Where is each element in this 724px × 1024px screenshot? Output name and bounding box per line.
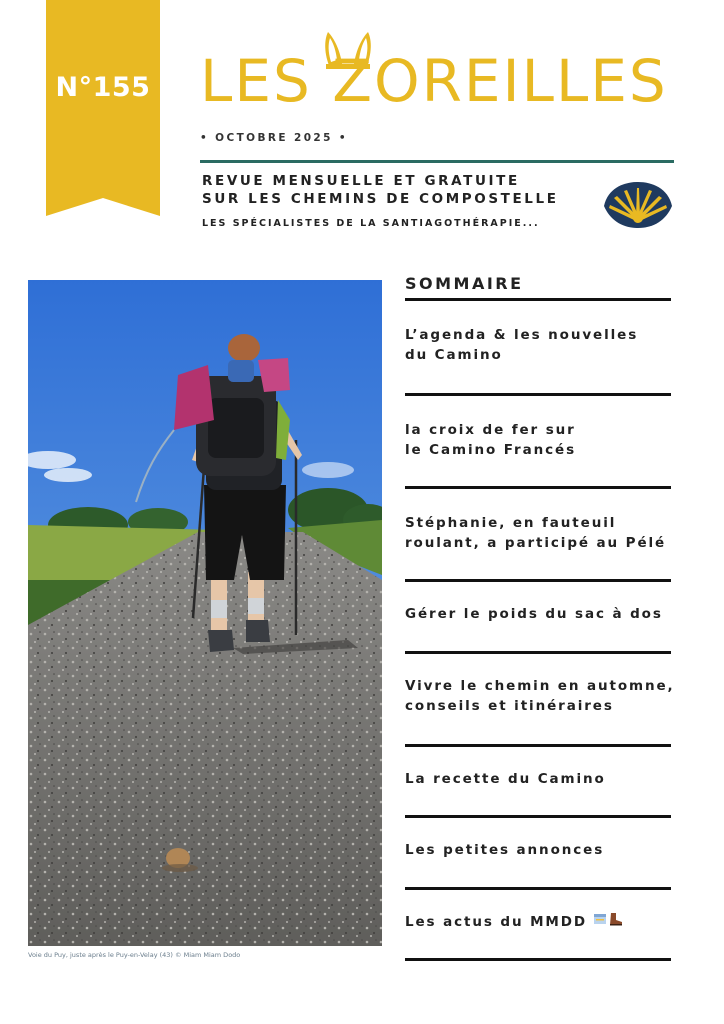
toc-divider (405, 958, 671, 961)
toc-item-line: roulant, a participé au Pélé (405, 535, 667, 551)
boot-emoji-icon (608, 912, 624, 932)
brand-title: LES ZOREILLES (200, 47, 668, 115)
issue-number: N°155 (55, 72, 151, 103)
table-of-contents (405, 274, 685, 961)
toc-item-line: Stéphanie, en fauteuil (405, 515, 617, 531)
toc-item[interactable] (405, 818, 685, 887)
toc-item-line: du Camino (405, 347, 503, 363)
toc-item[interactable] (405, 890, 685, 958)
header-divider (200, 160, 674, 163)
tagline-subtitle: LES SPÉCIALISTES DE LA SANTIAGOTHÉRAPIE... (202, 218, 540, 229)
toc-item[interactable] (405, 396, 685, 486)
toc-item-line: Les petites annonces (405, 842, 605, 858)
tagline-line1: REVUE MENSUELLE ET GRATUITE (202, 173, 520, 189)
toc-item-line: le Camino Francés (405, 442, 577, 458)
toc-item[interactable] (405, 489, 685, 579)
scallop-shell-icon (600, 180, 676, 230)
issue-ribbon (46, 0, 160, 216)
issue-date: • OCTOBRE 2025 • (200, 132, 348, 144)
toc-item[interactable] (405, 654, 685, 744)
toc-item-line: Gérer le poids du sac à dos (405, 606, 663, 622)
toc-item-line: conseils et itinéraires (405, 698, 614, 714)
toc-item[interactable] (405, 582, 685, 651)
photo-caption: Voie du Puy, juste après le Puy-en-Velay (43) © Miam Miam Dodo (28, 951, 241, 959)
toc-item-label: Les actus du MMDD (405, 914, 587, 930)
toc-item-line: Vivre le chemin en automne, (405, 678, 675, 694)
toc-item-line: la croix de fer sur (405, 422, 576, 438)
toc-item-line: L’agenda & les nouvelles (405, 327, 639, 343)
toc-item-line: La recette du Camino (405, 771, 606, 787)
toc-item[interactable] (405, 301, 685, 393)
toc-item-line (405, 912, 685, 932)
toc-title: SOMMAIRE (405, 274, 524, 293)
toc-item[interactable] (405, 747, 685, 815)
tagline (202, 172, 559, 208)
cover-photo (28, 280, 382, 946)
tagline-line2: SUR LES CHEMINS DE COMPOSTELLE (202, 191, 559, 207)
map-emoji-icon (593, 912, 607, 932)
